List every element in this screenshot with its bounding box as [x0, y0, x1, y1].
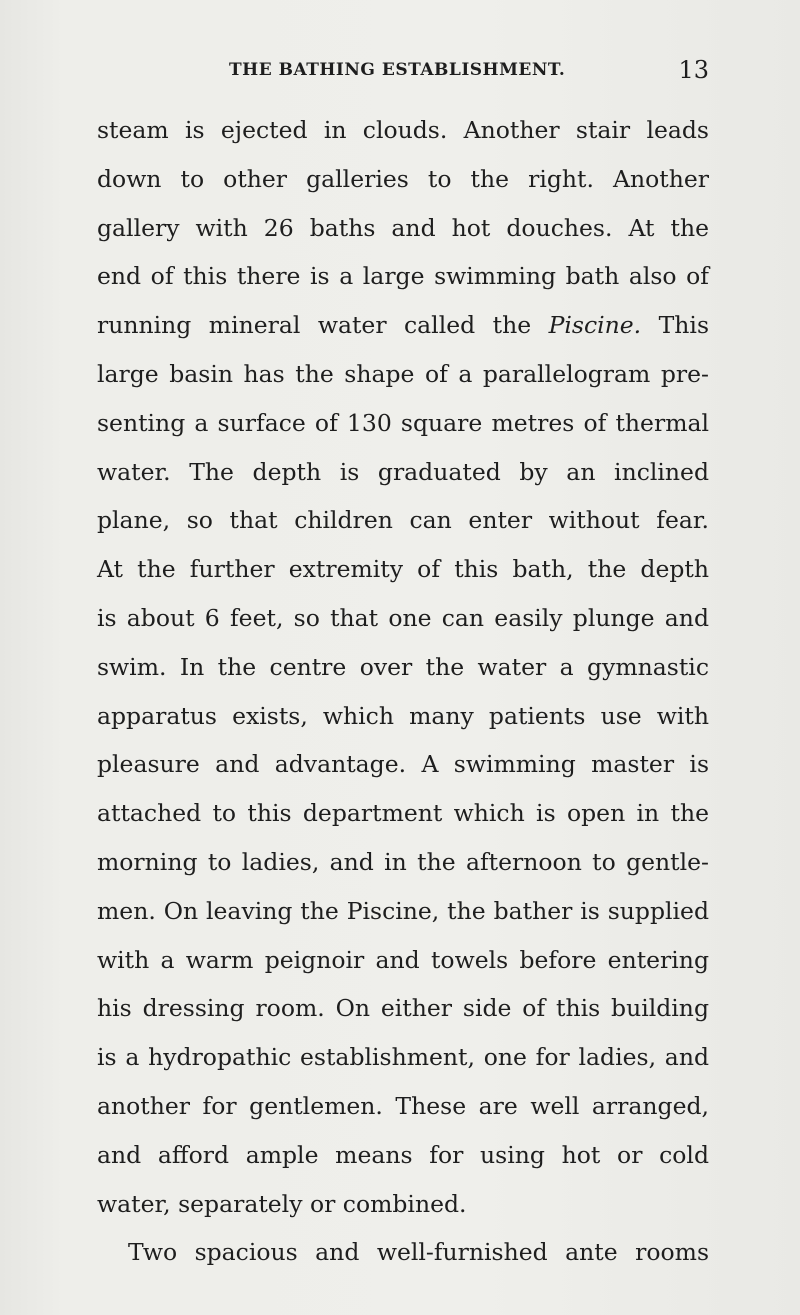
body-text: [97, 110, 709, 1281]
text-line: end of this there is a large swimming bath also of: [97, 262, 709, 291]
running-title: THE BATHING ESTABLISHMENT.: [229, 60, 566, 80]
text-line: plane, so that children can enter without fear.: [97, 506, 709, 535]
text-line: morning to ladies, and in the afternoon to gentle-: [97, 847, 709, 876]
text-line: men. On leaving the Piscine, the bather is supplied: [97, 896, 709, 925]
text-line: with a warm peignoir and towels before entering: [97, 945, 709, 974]
running-head: [97, 56, 709, 86]
italic-term: Piscine.: [548, 311, 642, 340]
text-line: water, separately or combined.: [97, 1189, 467, 1218]
text-line: and afford ample means for using hot or cold: [97, 1140, 709, 1169]
text-line: is about 6 feet, so that one can easily plunge and: [97, 603, 709, 632]
text-line: apparatus exists, which many patients use with: [97, 701, 709, 730]
page-number: 13: [678, 56, 709, 84]
text-line: attached to this department which is open in the: [97, 799, 709, 828]
text-segment: running mineral water called the: [97, 311, 549, 340]
text-line: down to other galleries to the right. Another: [97, 164, 709, 193]
text-line: pleasure and advantage. A swimming master is: [97, 750, 709, 779]
text-line: another for gentlemen. These are well arranged,: [97, 1091, 709, 1120]
text-line: senting a surface of 130 square metres of thermal: [97, 408, 709, 437]
text-segment: This: [641, 311, 709, 340]
text-line: his dressing room. On either side of this building: [97, 994, 709, 1023]
text-line: large basin has the shape of a parallelogram pre-: [97, 359, 709, 388]
text-line: is a hydropathic establishment, one for ladies, and: [97, 1043, 709, 1072]
text-line: steam is ejected in clouds. Another stair leads: [97, 116, 709, 144]
text-line: water. The depth is graduated by an inclined: [97, 457, 709, 486]
text-line: [97, 305, 709, 354]
text-line: gallery with 26 baths and hot douches. At the: [97, 213, 709, 242]
text-line: At the further extremity of this bath, the depth: [97, 555, 709, 584]
text-line: Two spacious and well-furnished ante rooms: [128, 1238, 709, 1267]
text-line: swim. In the centre over the water a gymnastic: [97, 652, 709, 681]
